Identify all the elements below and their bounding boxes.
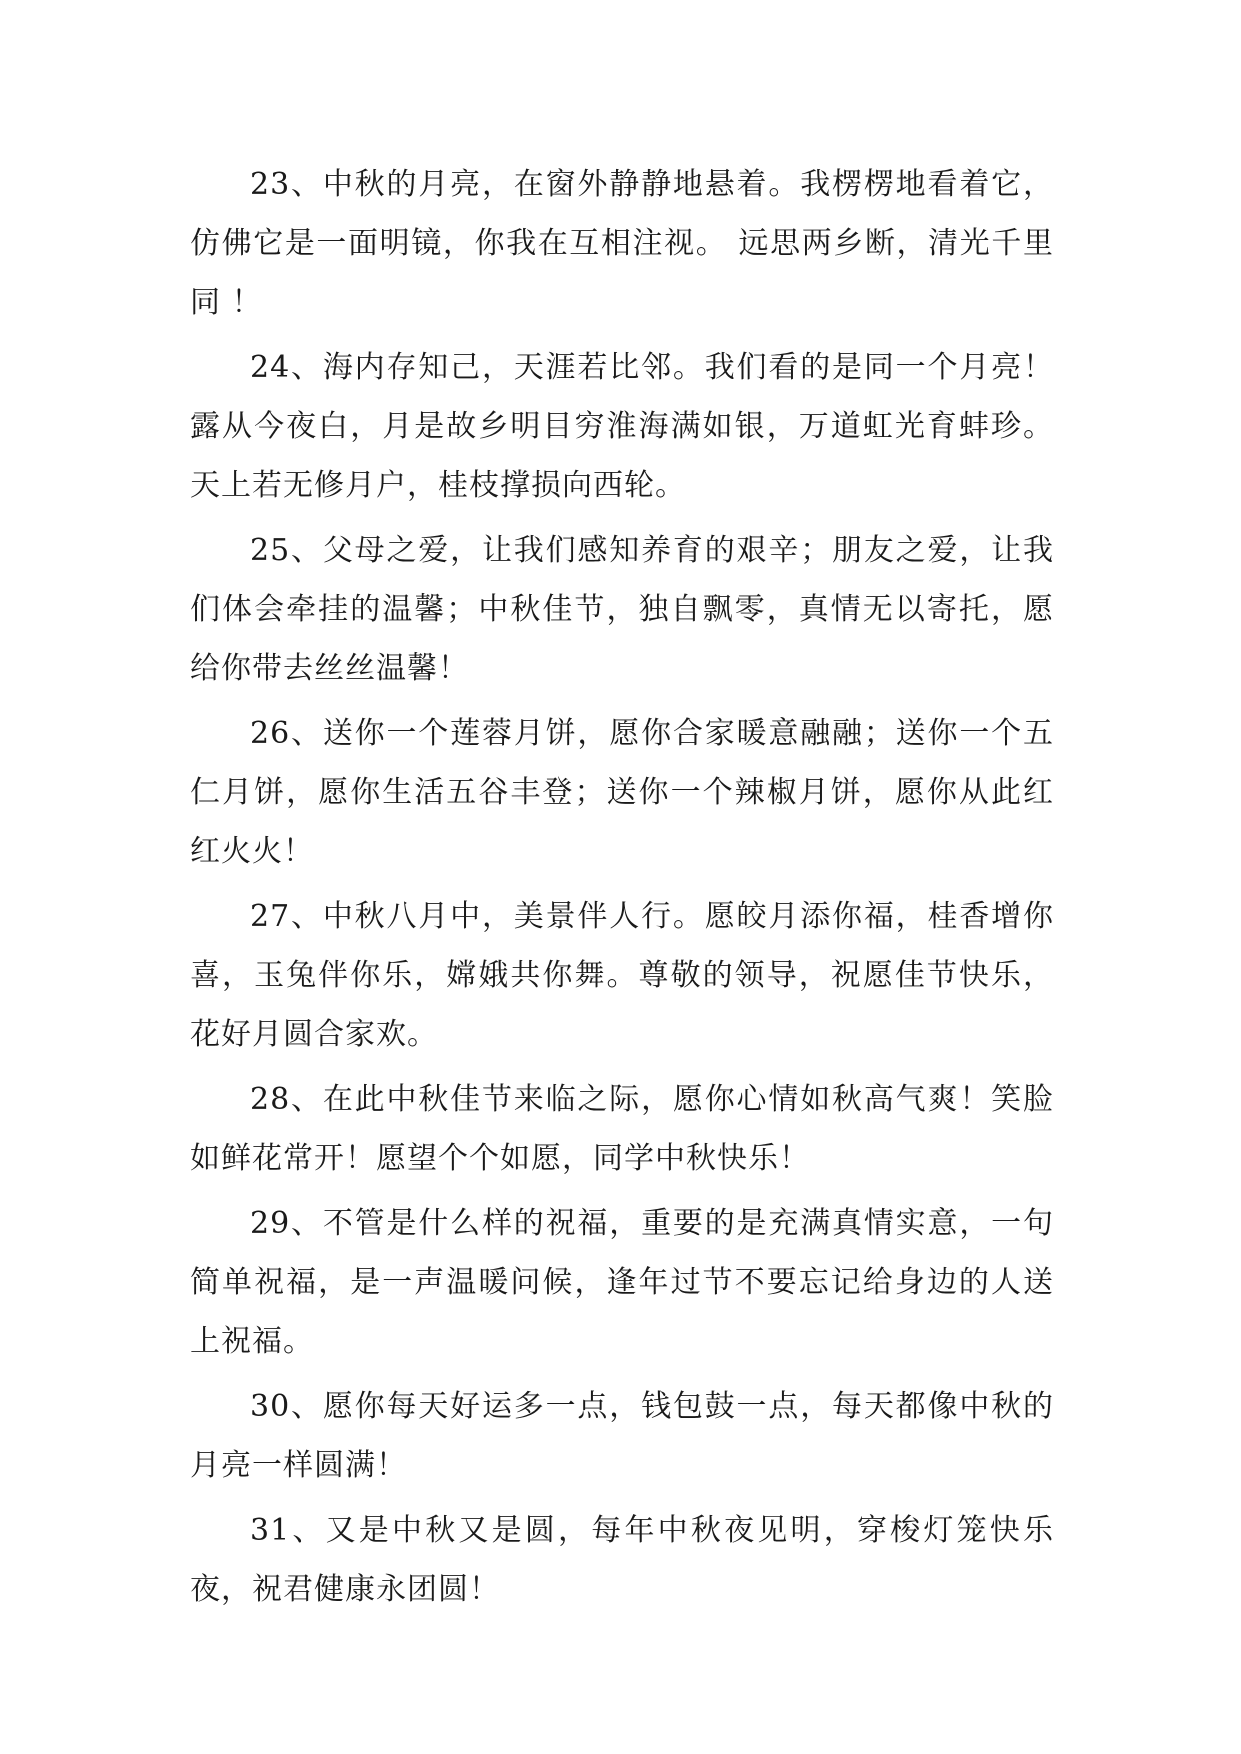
paragraph-31: 31、又是中秋又是圆，每年中秋夜见明，穿梭灯笼快乐夜，祝君健康永团圆！ bbox=[190, 1513, 1054, 1607]
paragraph-29: 29、不管是什么样的祝福，重要的是充满真情实意，一句简单祝福，是一声温暖问候，逢年过节不要忘记给身边的人送上祝福。 bbox=[190, 1206, 1054, 1359]
paragraph-28: 28、在此中秋佳节来临之际，愿你心情如秋高气爽！笑脸如鲜花常开！愿望个个如愿，同学中秋快乐！ bbox=[190, 1082, 1054, 1176]
paragraph-23: 23、中秋的月亮，在窗外静静地悬着。我楞楞地看着它，仿佛它是一面明镜，你我在互相注视。 远思两乡断，清光千里同 ！ bbox=[190, 167, 1054, 320]
paragraph-26: 26、送你一个莲蓉月饼，愿你合家暖意融融；送你一个五仁月饼，愿你生活五谷丰登；送你一个辣椒月饼，愿你从此红红火火！ bbox=[190, 716, 1054, 869]
paragraph-25: 25、父母之爱，让我们感知养育的艰辛；朋友之爱，让我们体会牵挂的温馨；中秋佳节，独自飘零，真情无以寄托，愿给你带去丝丝温馨！ bbox=[190, 533, 1054, 686]
paragraph-27: 27、中秋八月中，美景伴人行。愿皎月添你福，桂香增你喜，玉兔伴你乐，嫦娥共你舞。尊敬的领导，祝愿佳节快乐，花好月圆合家欢。 bbox=[190, 899, 1054, 1052]
document-body bbox=[190, 155, 1054, 1625]
paragraph-24: 24、海内存知己，天涯若比邻。我们看的是同一个月亮！露从今夜白，月是故乡明目穷淮海满如银，万道虹光育蚌珍。天上若无修月户，桂枝撑损向西轮。 bbox=[190, 350, 1054, 503]
paragraph-30: 30、愿你每天好运多一点，钱包鼓一点，每天都像中秋的月亮一样圆满！ bbox=[190, 1389, 1054, 1483]
